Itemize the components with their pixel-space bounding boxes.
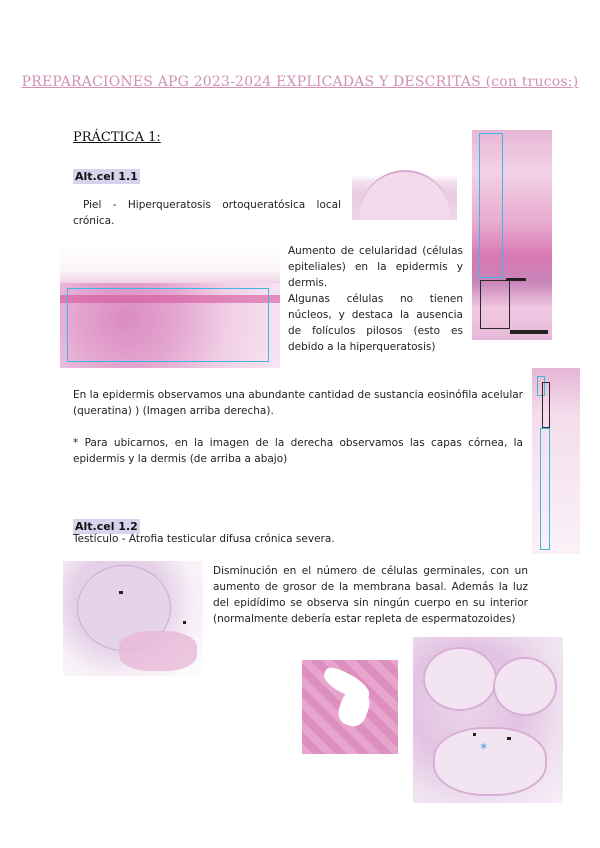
annotation-box xyxy=(67,288,269,362)
annotation-box xyxy=(480,280,510,329)
section-description-1-2: Disminución en el número de células germinales, con un aumento de grosor de la membrana basal. Además la luz del epidídimo se observa sin ningún cuerpo en su interior (normalmente debería estar repleta de espermatozoides) xyxy=(213,565,528,625)
section-subtitle-1-1: Piel - Hiperqueratosis ortoqueratósica local crónica. xyxy=(73,199,341,227)
annotation-box xyxy=(542,382,550,428)
section-paragraph-1-1a: En la epidermis observamos una abundante cantidad de sustancia eosinófila acelular (queratina) ) (Imagen arriba derecha). xyxy=(73,389,523,417)
histology-image-skin-layers xyxy=(472,130,552,340)
page-title: PREPARACIONES APG 2023-2024 EXPLICADAS Y DESCRITAS (con trucos:) xyxy=(21,74,579,90)
histology-image-skin-detail xyxy=(60,243,280,368)
histology-image-epididymis xyxy=(302,660,398,754)
section-paragraph-1-1b: * Para ubicarnos, en la imagen de la derecha observamos las capas córnea, la epidermis y la dermis (de arriba a abajo) xyxy=(73,437,523,465)
histology-image-testis-overview xyxy=(63,561,203,676)
histology-image-skin-overview xyxy=(352,156,457,220)
annotation-box xyxy=(479,133,503,278)
section-subtitle-1-2: Testículo - Atrofia testicular difusa crónica severa. xyxy=(73,533,335,545)
section-heading-text: Alt.cel 1.1 xyxy=(75,170,138,183)
star-marker-icon: ✶ xyxy=(479,740,489,753)
histology-image-seminiferous-tubules xyxy=(413,637,563,803)
section-heading-1-1 xyxy=(73,165,140,184)
practice-heading: PRÁCTICA 1: xyxy=(73,130,161,145)
histology-image-skin-layers-2 xyxy=(532,368,580,554)
section-heading-text: Alt.cel 1.2 xyxy=(75,520,138,533)
annotation-box xyxy=(540,428,550,550)
section-description-1-1: Aumento de celularidad (células epiteliales) en la epidermis y dermis. Algunas células no tienen núcleos, y destaca la ausencia de folículos pilosos (esto es debido a la hiperqueratosis) xyxy=(288,245,463,353)
